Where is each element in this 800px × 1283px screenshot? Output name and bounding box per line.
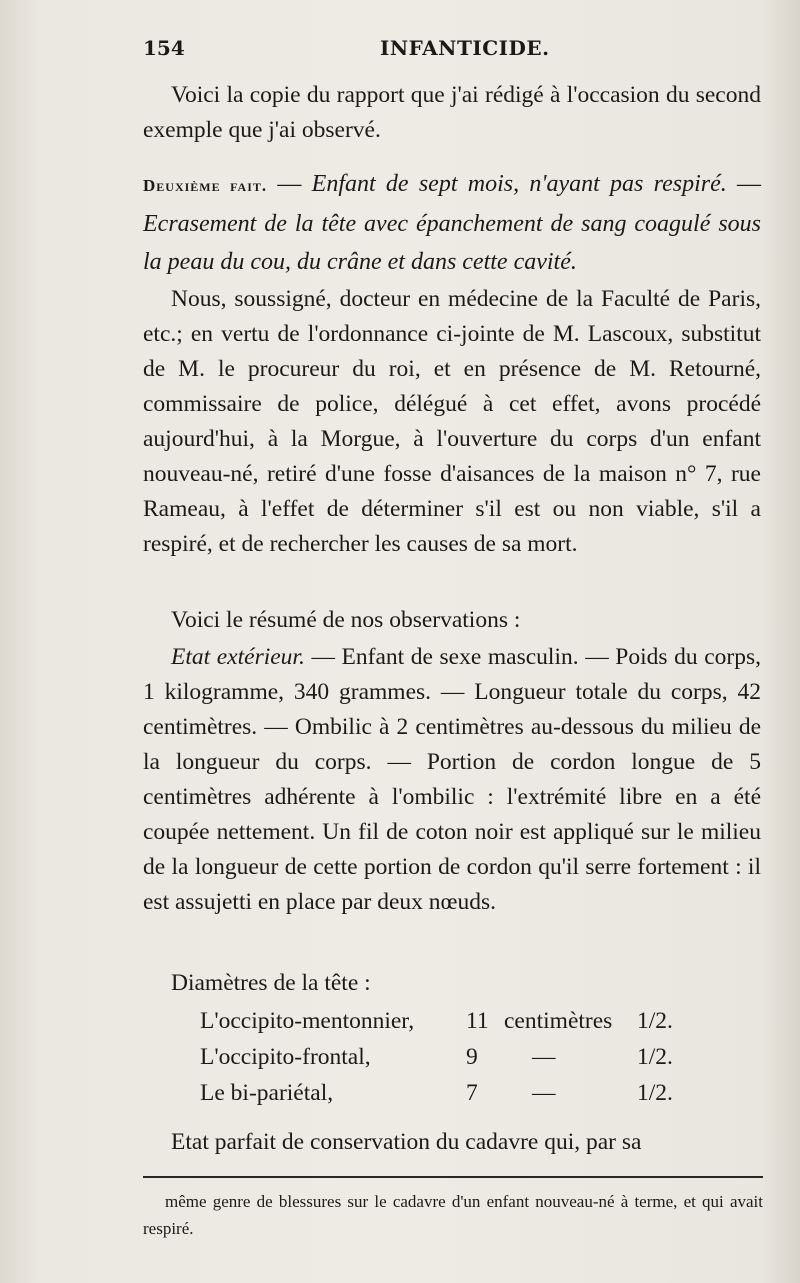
- fact-dash-2: —: [726, 171, 762, 197]
- etat-exterieur-label: Etat extérieur.: [171, 644, 305, 670]
- diam-row-name: Le bi-pariétal,: [200, 1080, 334, 1106]
- paragraph-voici: Voici le résumé de nos observations :: [171, 607, 521, 633]
- diam-row-value: 11: [466, 1008, 489, 1034]
- diam-row-name: L'occipito-frontal,: [200, 1044, 371, 1070]
- diam-row-value: 7: [466, 1080, 478, 1106]
- fact-dash: —: [267, 171, 312, 197]
- diam-row-value: 9: [466, 1044, 478, 1070]
- diametres-title: Diamètres de la tête :: [171, 970, 371, 996]
- paragraph-nous: Nous, soussigné, docteur en médecine de la Faculté de Paris, etc.; en vertu de l'ordonnance ci-jointe de M. Lascoux, substitut de M. le procureur du roi, et en présence de M. Retourné, commissaire de police, délégué à cet effet, avons procédé aujourd'hui, à la Morgue, à l'ouverture du corps d'un enfant nouveau-né, retiré d'une fosse d'aisances de la maison n° 7, rue Rameau, à l'effet de déterminer s'il est ou non viable, s'il a respiré, et de rechercher les causes de sa mort.: [143, 286, 761, 557]
- diam-row-fraction: 1/2.: [637, 1080, 673, 1106]
- etat-exterieur-text: — Enfant de sexe masculin. — Poids du corps, 1 kilogramme, 340 grammes. — Longueur totale du corps, 42 centimètres. — Ombilic à 2 centimètres au-dessous du milieu de la longueur du corps. — Portion de cordon longue de 5 centimètres adhérente à l'ombilic : l'extrémité libre en a été coupée nettement. Un fil de coton noir est appliqué sur le milieu de la longueur de cette portion de cordon qu'il serre fortement : il est assujetti en place par deux nœuds.: [143, 644, 761, 915]
- fact-title-part1: Enfant de sept mois, n'ayant pas respiré.: [311, 171, 727, 197]
- diam-row-unit: centimètres: [504, 1008, 613, 1034]
- fact-label: Deuxième fait.: [143, 176, 268, 195]
- footnote-rule: [143, 1176, 763, 1178]
- diam-row-fraction: 1/2.: [637, 1008, 673, 1034]
- fact-heading: [143, 165, 761, 281]
- paragraph-etat-parfait: Etat parfait de conservation du cadavre qui, par sa: [171, 1129, 642, 1155]
- diam-row-unit: —: [532, 1044, 556, 1070]
- page-header: [0, 36, 800, 64]
- diam-row-fraction: 1/2.: [637, 1044, 673, 1070]
- footnote: même genre de blessures sur le cadavre d'un enfant nouveau-né à terme, et qui avait respiré.: [143, 1192, 763, 1238]
- paragraph-etat-exterieur: [143, 640, 761, 920]
- running-title: INFANTICIDE.: [380, 36, 550, 60]
- fact-title-part2: Ecrasement de la tête avec épanchement de sang coagulé sous la peau du cou, du crâne et dans cette cavité.: [143, 211, 761, 275]
- intro-paragraph: Voici la copie du rapport que j'ai rédigé à l'occasion du second exemple que j'ai observé.: [143, 82, 761, 143]
- page-number: 154: [143, 36, 185, 60]
- diam-row-name: L'occipito-mentonnier,: [200, 1008, 415, 1034]
- diam-row-unit: —: [532, 1080, 556, 1106]
